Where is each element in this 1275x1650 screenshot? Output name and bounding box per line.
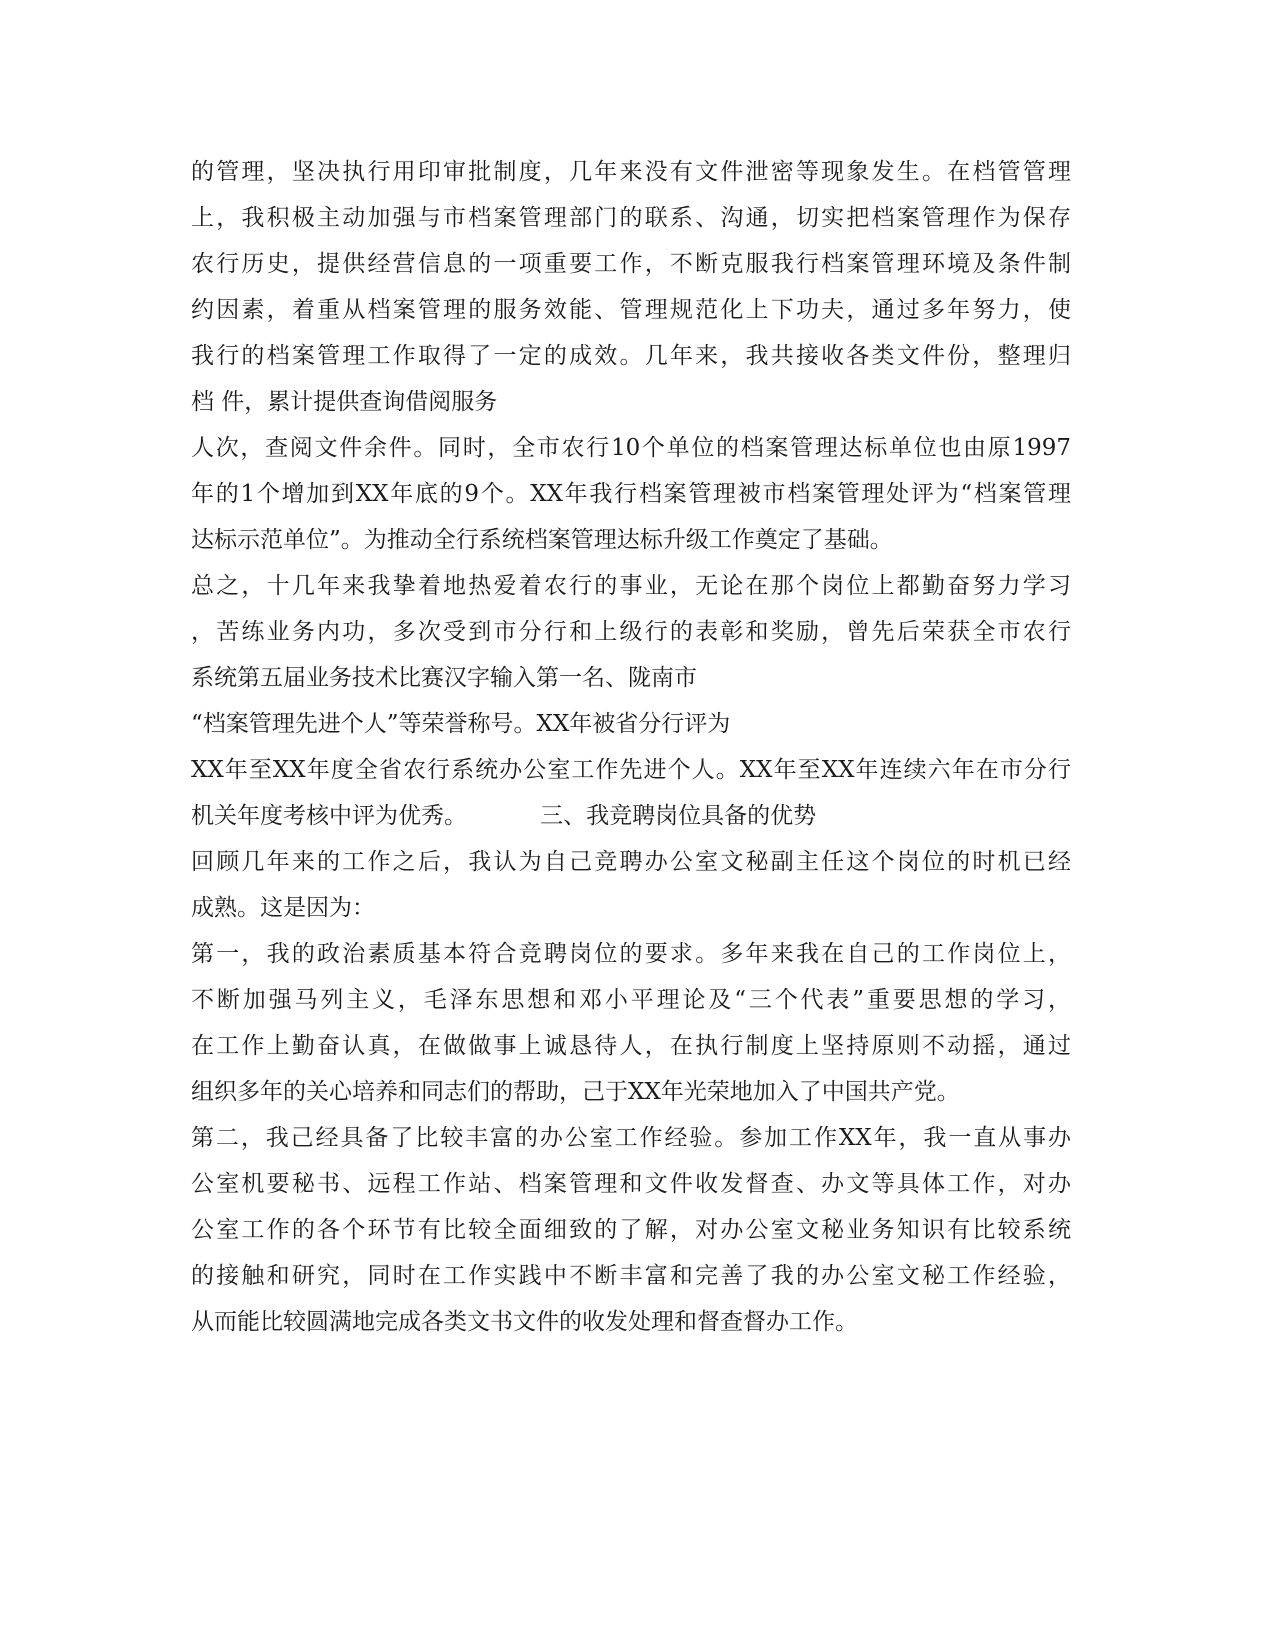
text-line: 不断加强马列主义，毛泽东思想和邓小平理论及“三个代表”重要思想的学习，: [191, 987, 1071, 1013]
text-line: 的接触和研究，同时在工作实践中不断丰富和完善了我的办公室文秘工作经验，: [191, 1263, 1071, 1289]
text-line: 回顾几年来的工作之后，我认为自己竞聘办公室文秘副主任这个岗位的时机已经: [191, 849, 1071, 875]
text-line: 达标示范单位”。为推动全行系统档案管理达标升级工作奠定了基础。: [191, 527, 893, 553]
text-line: 组织多年的关心培养和同志们的帮助，己于XX年光荣地加入了中国共产党。: [191, 1079, 960, 1105]
text-line: 档 件，累计提供查询借阅服务: [191, 389, 498, 415]
text-line: 从而能比较圆满地完成各类文书文件的收发处理和督查督办工作。: [191, 1309, 858, 1335]
text-line: 公室机要秘书、远程工作站、档案管理和文件收发督查、办文等具体工作，对办: [191, 1171, 1071, 1197]
text-line: 约因素，着重从档案管理的服务效能、管理规范化上下功夫，通过多年努力，使: [191, 297, 1071, 323]
text-line: 农行历史，提供经营信息的一项重要工作，不断克服我行档案管理环境及条件制: [191, 251, 1071, 277]
text-line: 年的1个增加到XX年底的9个。XX年我行档案管理被市档案管理处评为“档案管理: [191, 481, 1071, 507]
text-line: 第一，我的政治素质基本符合竞聘岗位的要求。多年来我在自己的工作岗位上，: [191, 941, 1071, 967]
text-line: 公室工作的各个环节有比较全面细致的了解，对办公室文秘业务知识有比较系统: [191, 1217, 1071, 1243]
text-line: XX年至XX年度全省农行系统办公室工作先进个人。XX年至XX年连续六年在市分行: [191, 757, 1071, 783]
text-line: 总之，十几年来我挚着地热爱着农行的事业，无论在那个岗位上都勤奋努力学习: [191, 573, 1071, 599]
text-line: 在工作上勤奋认真，在做做事上诚恳待人，在执行制度上坚持原则不动摇，通过: [191, 1033, 1071, 1059]
text-line: 系统第五届业务技术比赛汉字输入第一名、陇南市: [191, 665, 697, 691]
text-line: 我行的档案管理工作取得了一定的成效。几年来，我共接收各类文件份，整理归: [191, 343, 1071, 369]
text-line: 上，我积极主动加强与市档案管理部门的联系、沟通，切实把档案管理作为保存: [191, 205, 1071, 231]
text-line: 第二，我己经具备了比较丰富的办公室工作经验。参加工作XX年，我一直从事办: [191, 1125, 1071, 1151]
text-line: “档案管理先进个人”等荣誉称号。XX年被省分行评为: [191, 711, 731, 737]
text-line: ，苦练业务内功，多次受到市分行和上级行的表彰和奖励，曾先后荣获全市农行: [191, 619, 1071, 645]
text-line: 的管理，坚决执行用印审批制度，几年来没有文件泄密等现象发生。在档管管理: [191, 159, 1071, 185]
section-heading-line: 机关年度考核中评为优秀。 三、我竞聘岗位具备的优势: [191, 803, 817, 829]
text-line: 人次，查阅文件余件。同时，全市农行10个单位的档案管理达标单位也由原1997: [191, 435, 1071, 461]
text-line: 成熟。这是因为：: [191, 895, 375, 921]
